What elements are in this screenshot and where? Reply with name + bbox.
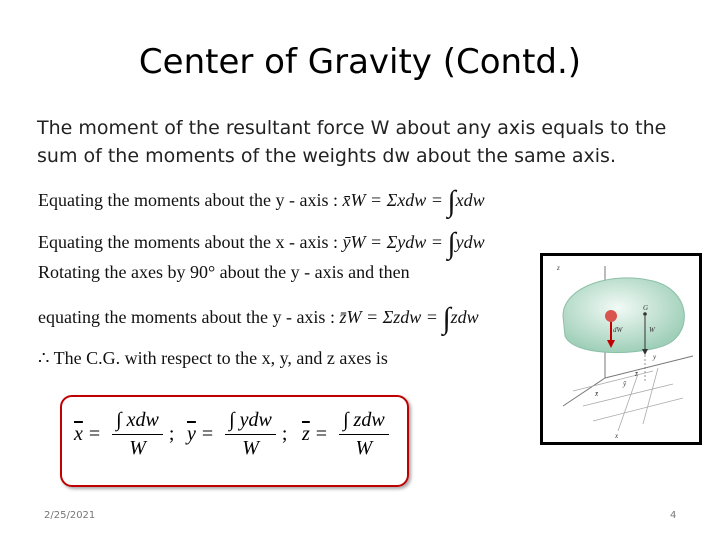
dw-label: dW (613, 326, 623, 334)
integral-sign: ∫ (442, 302, 451, 335)
footer-date: 2/25/2021 (44, 510, 96, 521)
denominator: W (242, 437, 259, 459)
eq-tail: xdw (455, 190, 485, 210)
numerator: ∫ ydw (225, 409, 276, 435)
formula-separator: ; (281, 423, 288, 445)
denominator: W (129, 437, 146, 459)
z-label: z (557, 264, 560, 272)
w-label: W (649, 326, 655, 334)
formula-eq: = (201, 423, 214, 445)
eq-text: equating the moments about the y - axis : (38, 307, 340, 327)
formula-z (302, 409, 389, 460)
denominator: W (355, 437, 373, 459)
y-axis-line (605, 356, 693, 378)
equation-x-axis (38, 222, 485, 260)
eq-text: ∴ The C.G. with respect to the x, y, and z axes is (38, 348, 388, 368)
zbar-label: z̄ (635, 370, 638, 378)
cg-figure (540, 253, 702, 445)
numerator: ∫ zdw (339, 409, 389, 435)
fraction (112, 409, 163, 460)
footer-page-number: 4 (670, 510, 677, 521)
eq-tail: ydw (455, 232, 485, 252)
equation-therefore (38, 348, 388, 369)
w-arrowhead-icon (642, 349, 648, 355)
grid-line (593, 398, 683, 421)
cg-formula-box (60, 395, 409, 487)
formula-y (187, 409, 293, 460)
formula-eq: = (88, 423, 101, 445)
formula-var: $\overline{z}$ (302, 423, 310, 445)
eq-text: Equating the moments about the y - axis : (38, 190, 343, 210)
equation-z-axis (38, 297, 479, 335)
cg-diagram (543, 256, 699, 442)
xbar-label: x̄ (595, 390, 599, 398)
eq-math: x̄W = Σxdw = (342, 190, 448, 210)
intro-text: The moment of the resultant force W about any axis equals to the sum of the moments of the weights dw about the same axis. (37, 117, 667, 167)
grid-line (618, 374, 638, 431)
fraction (339, 409, 389, 460)
eq-math: z̄W = Σzdw = (339, 307, 443, 327)
g-label: G (643, 304, 649, 312)
body-shape (563, 278, 684, 353)
numerator: ∫ xdw (112, 409, 163, 435)
formula-x (74, 409, 180, 460)
equation-y-axis (38, 180, 485, 218)
formula-var: $\overline{y}$ (187, 423, 196, 445)
y-label: y (653, 353, 657, 361)
slide-title: Center of Gravity (Contd.) (138, 42, 582, 82)
grid-line (573, 371, 653, 391)
x-label: x (615, 432, 619, 440)
eq-text: Equating the moments about the x - axis : (38, 232, 343, 252)
eq-tail: zdw (450, 307, 479, 327)
eq-math: ȳW = Σydw = (342, 232, 448, 252)
mass-element-icon (605, 310, 617, 322)
formula-var: $\overline{x}$ (74, 423, 83, 445)
formula-eq: = (315, 423, 328, 445)
integral-sign: ∫ (447, 185, 456, 218)
integral-sign: ∫ (447, 227, 456, 260)
eq-text: Rotating the axes by 90° about the y - axis and then (38, 262, 410, 282)
formula-separator: ; (168, 423, 175, 445)
ybar-label: ȳ (623, 380, 627, 388)
equation-rotate (38, 262, 410, 283)
g-point (643, 312, 647, 316)
fraction (225, 409, 276, 460)
